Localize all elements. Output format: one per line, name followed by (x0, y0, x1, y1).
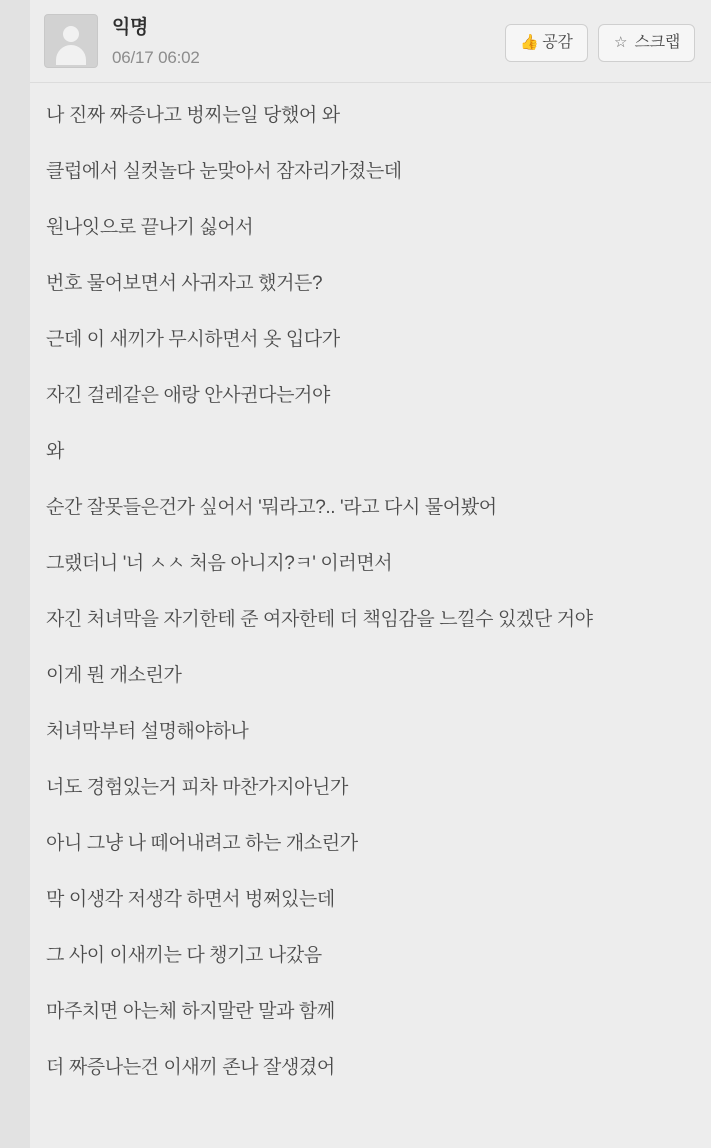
post-header (30, 0, 711, 83)
post-paragraph: 자긴 걸레같은 애랑 안사귄다는거야 (46, 385, 330, 406)
like-button[interactable] (505, 24, 587, 62)
post-paragraph: 클럽에서 실컷놀다 눈맞아서 잠자리가졌는데 (46, 161, 402, 182)
post-paragraph: 너도 경험있는거 피차 마찬가지아닌가 (46, 777, 348, 798)
post-body (30, 83, 711, 1082)
post-paragraph: 와 (46, 441, 64, 462)
thumbs-up-icon: 👍 (520, 34, 539, 51)
author-block (112, 14, 505, 70)
left-margin-rail (0, 0, 30, 1148)
author-name: 익명 (112, 17, 149, 38)
post-paragraph: 자긴 처녀막을 자기한테 준 여자한테 더 책임감을 느낄수 있겠단 거야 (46, 609, 593, 630)
post-paragraph: 이게 뭔 개소린가 (46, 665, 182, 686)
post-paragraph: 번호 물어보면서 사귀자고 했거든? (46, 273, 323, 294)
post-paragraph: 처녀막부터 설명해야하나 (46, 721, 249, 742)
like-button-label: 공감 (542, 34, 573, 51)
post-paragraph: 원나잇으로 끝나기 싫어서 (46, 217, 254, 238)
star-icon: ☆ (613, 34, 628, 51)
post-paragraph: 순간 잘못들은건가 싶어서 '뭐라고?.. '라고 다시 물어봤어 (46, 497, 497, 518)
post-paragraph: 그랬더니 '너 ㅅㅅ 처음 아니지?ㅋ' 이러면서 (46, 553, 393, 574)
post-paragraph: 아니 그냥 나 떼어내려고 하는 개소린가 (46, 833, 358, 854)
post-paragraph: 근데 이 새끼가 무시하면서 옷 입다가 (46, 329, 340, 350)
avatar (44, 14, 98, 68)
post-paragraph: 그 사이 이새끼는 다 챙기고 나갔음 (46, 945, 322, 966)
post-date: 06/17 06:02 (112, 48, 200, 67)
post-paragraph: 나 진짜 짜증나고 벙찌는일 당했어 와 (46, 105, 340, 126)
post-paragraph: 막 이생각 저생각 하면서 벙쩌있는데 (46, 889, 335, 910)
scrap-button-label: 스크랩 (634, 34, 680, 51)
post-paragraph: 더 짜증나는건 이새끼 존나 잘생겼어 (46, 1057, 335, 1078)
post-content (30, 0, 711, 1148)
post-paragraph: 마주치면 아는체 하지말란 말과 함께 (46, 1001, 335, 1022)
scrap-button[interactable] (598, 24, 695, 62)
post-actions (505, 14, 695, 62)
